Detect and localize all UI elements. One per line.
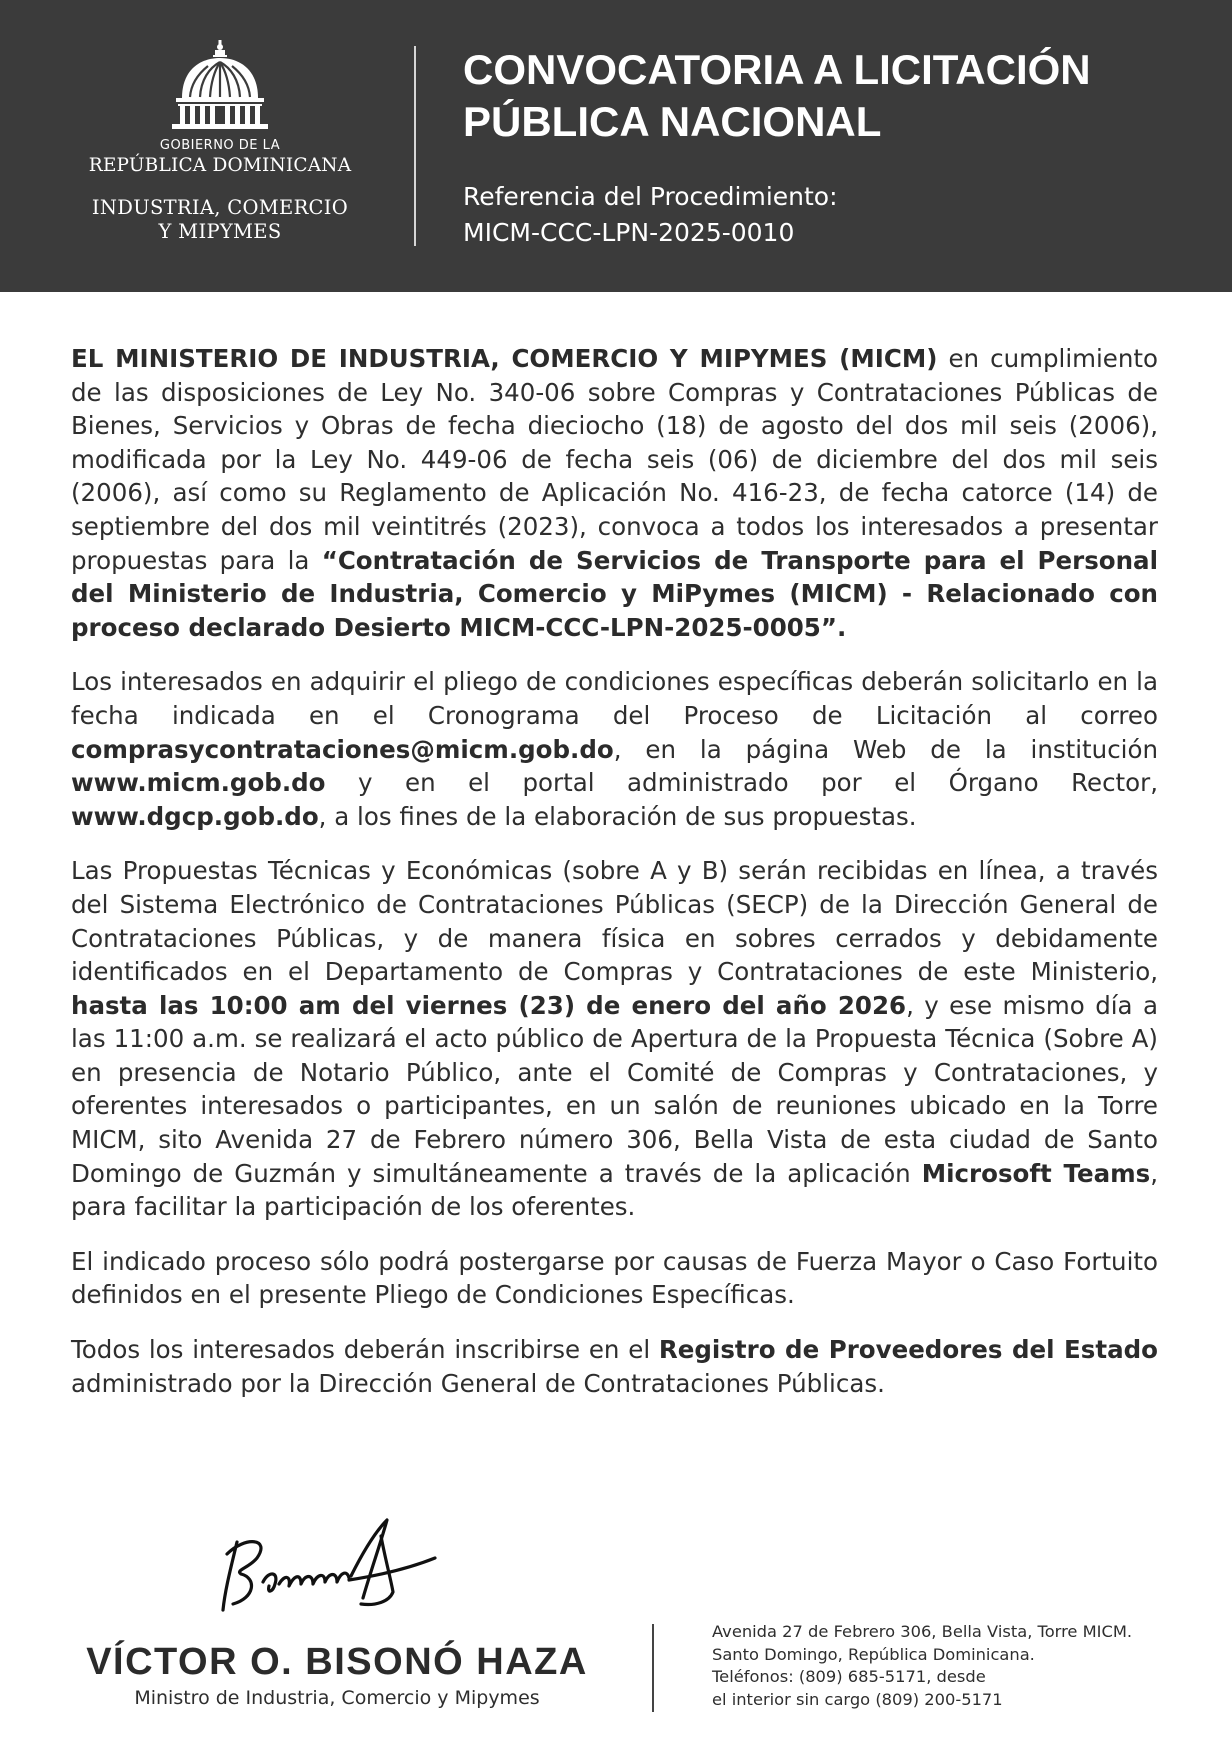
paragraph-specifications xyxy=(71,665,1158,833)
bold-text-run: comprasycontrataciones@micm.gob.do xyxy=(71,734,614,764)
bold-text-run: www.micm.gob.do xyxy=(71,768,326,798)
signer-name: VÍCTOR O. BISONÓ HAZA xyxy=(86,1641,588,1683)
text-run: Los interesados en adquirir el pliego de condiciones específicas deberán solicitarlo en la fecha indicada en el Cronograma del Proceso de Licitación al correo xyxy=(71,667,1158,730)
address-line: Santo Domingo, República Dominicana. xyxy=(712,1644,1035,1664)
footer-divider xyxy=(652,1624,654,1712)
header-divider xyxy=(414,46,416,246)
address-block xyxy=(712,1621,1132,1711)
text-run: administrado por la Dirección General de Contrataciones Públicas. xyxy=(71,1368,885,1398)
gov-line-2: REPÚBLICA DOMINICANA xyxy=(88,155,352,176)
ministry-line-2: Y MIPYMES xyxy=(158,220,282,243)
header-banner xyxy=(0,0,1232,292)
title-line-1: CONVOCATORIA A LICITACIÓN xyxy=(463,46,1091,93)
reference-value: MICM-CCC-LPN-2025-0010 xyxy=(463,218,795,247)
text-run: El indicado proceso sólo podrá postergarse por causas de Fuerza Mayor o Caso Fortuito definidos en el presente Pliego de Condiciones Específicas. xyxy=(71,1246,1158,1310)
text-run: , para facilitar la participación de los oferentes. xyxy=(71,1158,1159,1222)
bold-text-run: “Contratación de Servicios de Transporte para el Personal del Ministerio de Industria, Comercio y MiPymes (MICM) - Relacionado con proceso declarado Desierto MICM-CCC-LPN-2025-0005”. xyxy=(71,545,1158,642)
capitol-dome-icon xyxy=(170,40,270,134)
text-run: , a los fines de la elaboración de sus propuestas. xyxy=(318,801,917,831)
bold-text-run: Registro de Proveedores del Estado xyxy=(658,1335,1158,1365)
text-run: , en la página Web de la institución xyxy=(613,734,1158,764)
government-logo xyxy=(60,40,380,260)
paragraph-postponement xyxy=(71,1245,1158,1312)
paragraph-proposals xyxy=(71,854,1158,1224)
notice-body xyxy=(71,342,1158,1421)
address-line: Teléfonos: (809) 685-5171, desde xyxy=(712,1667,986,1686)
handwritten-signature-icon xyxy=(205,1512,475,1627)
address-line: Avenida 27 de Febrero 306, Bella Vista, Torre MICM. xyxy=(712,1622,1133,1641)
text-run: Todos los interesados deberán inscribirse en el xyxy=(71,1335,659,1365)
bold-text-run: EL MINISTERIO DE INDUSTRIA, COMERCIO Y MIPYMES (MICM) xyxy=(71,344,938,373)
bold-text-run: www.dgcp.gob.do xyxy=(71,801,319,831)
bold-text-run: hasta las 10:00 am del viernes (23) de enero del año 2026 xyxy=(71,990,907,1020)
text-run: , y ese mismo día a las 11:00 a.m. se realizará el acto público de Apertura de la Propuesta Técnica (Sobre A) en presencia de Notario Público, ante el Comité de Compras y Contrataciones, y oferentes interesados o participantes, en un salón de reuniones ubicado en la Torre MICM, sito Avenida 27 de Febrero número 306, Bella Vista de esta ciudad de Santo Domingo de Guzmán y simultáneamente a través de la aplicación xyxy=(71,990,1158,1188)
title-line-2: PÚBLICA NACIONAL xyxy=(463,98,882,145)
ministry-line-1: INDUSTRIA, COMERCIO xyxy=(91,196,349,219)
gov-line-1: GOBIERNO DE LA xyxy=(159,138,281,153)
address-line: el interior sin cargo (809) 200-5171 xyxy=(712,1689,1003,1709)
bold-text-run: Microsoft Teams xyxy=(921,1158,1151,1188)
text-run: Las Propuestas Técnicas y Económicas (sobre A y B) serán recibidas en línea, a través del Sistema Electrónico de Contrataciones Públicas (SECP) de la Dirección General de Contrataciones Públicas, y de manera física en sobres cerrados y debidamente identificados en el Departamento de Compras y Contrataciones de este Ministerio, xyxy=(71,856,1158,987)
text-run: y en el portal administrado por el Órgano Rector, xyxy=(325,768,1158,798)
paragraph-convocation xyxy=(71,342,1158,644)
reference-label: Referencia del Procedimiento: xyxy=(463,182,838,211)
paragraph-registry xyxy=(71,1333,1158,1400)
page-title xyxy=(463,44,1203,148)
signer-title: Ministro de Industria, Comercio y Mipymes xyxy=(134,1687,540,1709)
text-run: en cumplimiento de las disposiciones de Ley No. 340-06 sobre Compras y Contrataciones Públicas de Bienes, Servicios y Obras de fecha dieciocho (18) de agosto del dos mil seis (2006), modificada por la Ley No. 449-06 de fecha seis (06) de diciembre del dos mil seis (2006), así como su Reglamento de Aplicación No. 416-23, de fecha catorce (14) de septiembre del dos mil veintitrés (2023), convoca a todos los interesados a presentar propuestas para la xyxy=(71,344,1159,575)
